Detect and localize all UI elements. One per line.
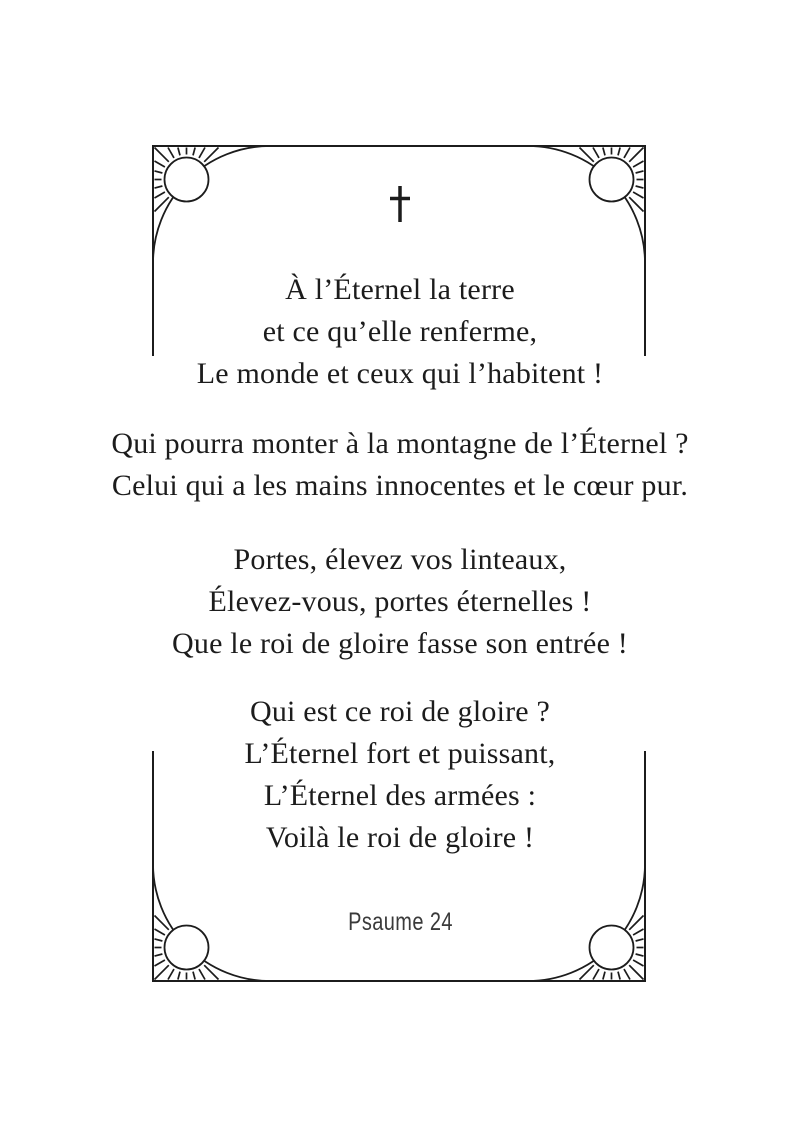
verse-line: Qui pourra monter à la montagne de l’Éternel ? xyxy=(111,427,689,460)
verse-line: À l’Éternel la terre xyxy=(285,273,515,306)
verse-line: et ce qu’elle renferme, xyxy=(262,315,538,348)
stanza-2 xyxy=(0,423,800,507)
verse-line: Celui qui a les mains innocentes et le cœur pur. xyxy=(111,469,689,502)
attribution xyxy=(0,908,800,937)
verse-line: Le monde et ceux qui l’habitent ! xyxy=(196,357,604,390)
verse-line: L’Éternel des armées : xyxy=(263,779,537,812)
verse-line: Qui est ce roi de gloire ? xyxy=(249,695,551,728)
verse-line: Élevez-vous, portes éternelles ! xyxy=(208,585,592,618)
cross-icon xyxy=(390,186,411,222)
verse-line: Portes, élevez vos linteaux, xyxy=(233,543,567,576)
stanza-3 xyxy=(0,539,800,665)
sun-corner-ornament-top-right xyxy=(516,145,646,275)
verse-line: L’Éternel fort et puissant, xyxy=(244,737,556,770)
verse-line: Voilà le roi de gloire ! xyxy=(265,821,535,854)
attribution-text: Psaume 24 xyxy=(347,908,453,936)
stanza-1 xyxy=(0,269,800,395)
stanza-4 xyxy=(0,691,800,859)
verse-line: Que le roi de gloire fasse son entrée ! xyxy=(172,627,628,660)
sun-corner-ornament-top-left xyxy=(152,145,282,275)
